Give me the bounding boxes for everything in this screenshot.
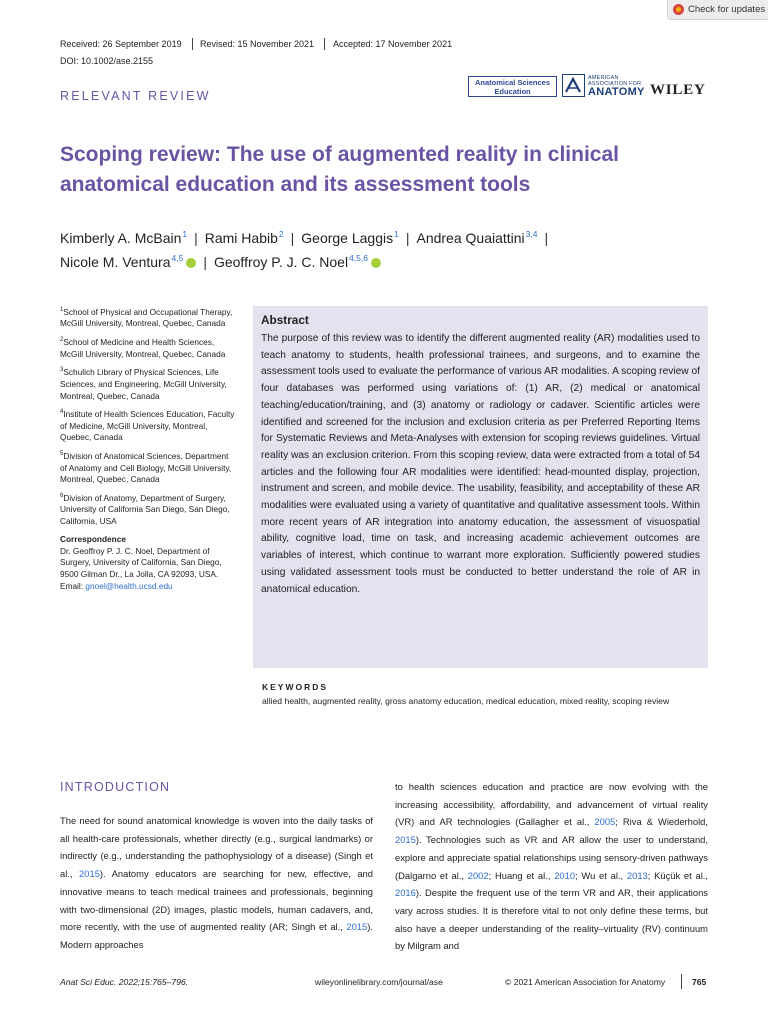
email-label: Email: [60,580,86,591]
affil-number: 4 [60,409,64,416]
footer-copyright: © 2021 American Association for Anatomy [505,977,666,987]
check-for-updates-button[interactable] [667,0,768,20]
author-name[interactable]: Rami Habib [204,230,278,246]
affiliation [60,407,235,444]
affiliation [60,365,235,402]
author-name[interactable]: Geoffroy P. J. C. Noel [213,254,349,270]
affil-text: School of Medicine and Health Sciences, McGill University, Montreal, Quebec, Canada [60,336,226,359]
body-text: The need for sound anatomical knowledge is woven into the daily tasks of all health-care professionals, whether directly (e.g., surgical landmarks) or indirectly (e.g., understanding the pathophysiology of a disease) (Singh et al., [60,815,373,880]
citation-link[interactable]: 2015 [79,868,100,880]
revised-date: Revised: 15 November 2021 [200,39,315,49]
body-text: ). Modern approaches [60,921,373,950]
citation-link[interactable]: 2015 [346,921,368,933]
citation-link[interactable]: 2013 [626,869,648,881]
accepted-date: Accepted: 17 November 2021 [333,39,453,49]
author-name[interactable]: George Laggis [301,230,394,246]
affil-number: 5 [60,451,64,458]
citation-link[interactable]: 2005 [594,816,616,828]
affiliations [60,305,235,592]
meta-divider [192,38,193,50]
correspondence-title: Correspondence [60,533,126,544]
correspondence-text: Dr. Geoffroy P. J. C. Noel, Department of Surgery, University of California, San Diego, 9500 Gilman Dr., La Jolla, CA 92093, USA. [60,545,222,579]
meta-divider [324,38,325,50]
author-affil[interactable]: 4,5,6 [349,253,368,263]
journal-logo-line2: Education [494,87,531,96]
journal-logo-line1: Anatomical Sciences [474,78,551,87]
aaa-logo [562,74,647,99]
aaa-logo-small2: ASSOCIATION FOR [588,81,642,87]
affil-number: 3 [60,367,64,374]
article-title: Scoping review: The use of augmented reality in clinical anatomical education and its assessment tools [60,143,619,196]
author-affil[interactable]: 4,5 [171,253,184,263]
author-name[interactable]: Andrea Quaiattini [416,230,525,246]
author-affil[interactable]: 3,4 [525,229,538,239]
affiliation [60,335,235,360]
affil-number: 1 [60,307,64,313]
authors-line-1: Kimberly A. McBain$^1$ | Rami Habib$^2$ | George Laggis$^1$ | Andrea Quaiattini$^{3,4}$ | [60,229,549,246]
affiliation [60,305,235,330]
affil-text: Schulich Library of Physical Sciences, Life Sciences, and Engineering, McGill University, Montreal, Quebec, Canada [60,367,227,401]
body-text: ). Technologies such as VR and AR allow the user to understand, explore and appreciate spatial relationships using sensory-driven pathways (Dalgarno et al., [395,834,708,881]
affil-text: Institute of Health Sciences Education, Faculty of Medicine, McGill University, Montreal, Quebec, Canada [60,408,235,443]
body-text: ; Huang et al., [488,869,555,881]
correspondence-email-line [60,581,235,593]
journal-logo [468,76,557,97]
intro-column-right [395,778,708,955]
citation-link[interactable]: 2015 [395,834,416,846]
affil-text: Division of Anatomy, Department of Surgery, University of California San Diego, San Diego, California, USA [60,492,230,527]
affil-number: 6 [60,492,64,499]
footer-divider [681,974,682,989]
affiliation [60,449,235,486]
abstract-text: The purpose of this review was to identify the different augmented reality (AR) modalities used to teach anatomy to students, health professional trainees, and surgeons, and to examine the assessment tools used to evaluate the performance of various AR modalities. A scoping review of four databases was performed using variations of: (1) AR, (2) medical or anatomical teaching/education/training, and (3) anatomy or radiology or cadaver. Scientific articles were identified and screened for the inclusion and exclusion criteria as per Preferred Reporting Items for Systematic Reviews and Meta-Analyses with extension for scoping reviews guidelines. Virtual reality was an exclusion criterion. From this scoping review, data were extracted from a total of 54 articles and the following four AR modalities were identified: head-mounted display, projection, instrument and screen, and mobile device. The usability, feasibility, and acceptability of these AR modalities were evaluated using a variety of quantitative and qualitative assessment tools. Within more recent years of AR integration into anatomy education, the assessment of visuospatial ability, cognitive load, time on task, and increasing academic achievement outcomes are variables of interest, which continue to warrant more exploration. Sufficiently powered studies using validated assessment tools must be conducted to better understand the role of AR in anatomical education. [261,333,700,595]
check-updates-label: Check for updates [688,4,766,15]
body-text: ; Riva & Wiederhold, [615,816,709,828]
body-text: ; Küçük et al., [647,869,708,881]
section-label: RELEVANT REVIEW [60,89,211,103]
aaa-logo-icon [562,74,585,97]
body-text: ). Anatomy educators are searching for new, effective, and innovative means to teach medical trainees and professionals, beginning with two-dimensional (2D) images, plastic models, human cadavers, and, more recently, with the use of augmented reality (AR; Singh et al., [60,868,373,933]
check-updates-icon [673,4,684,15]
page-number: 765 [692,977,707,987]
keywords-text: allied health, augmented reality, gross anatomy education, medical education, mixed reality, scoping review [262,696,670,706]
body-text: to health sciences education and practice are now evolving with the increasing accessibility, affordability, and advancement of virtual reality (VR) and AR technologies (Gallagher et al., [395,781,708,828]
affil-number: 2 [60,337,64,344]
introduction-heading: INTRODUCTION [60,780,171,794]
author-affil[interactable]: 2 [278,229,284,239]
abstract-box [253,306,708,668]
keywords-heading: KEYWORDS [262,682,329,692]
footer-citation: Anat Sci Educ. 2022;15:765–796. [60,977,189,987]
author-name[interactable]: Kimberly A. McBain [60,230,182,246]
orcid-icon[interactable] [371,258,381,268]
footer-url[interactable]: wileyonlinelibrary.com/journal/ase [315,977,443,987]
author-affil[interactable]: 1 [182,229,188,239]
received-date: Received: 26 September 2019 [60,39,182,49]
orcid-icon[interactable] [186,258,196,268]
doi[interactable]: DOI: 10.1002/ase.2155 [60,56,154,66]
intro-column-left [60,812,373,954]
author-name[interactable]: Nicole M. Ventura [60,254,171,270]
body-text: ; Wu et al., [575,869,627,881]
aaa-logo-big-text: ANATOMY [588,86,645,98]
citation-link[interactable]: 2016 [395,887,416,899]
author-affil[interactable]: 1 [394,229,399,239]
wiley-logo: WILEY [650,82,706,98]
aaa-logo-small1: AMERICAN [588,75,619,81]
citation-link[interactable]: 2002 [467,869,489,881]
body-text: ). Despite the frequent use of the term VR and AR, their applications vary across studies. It is therefore vital to not only define these terms, but also have a deeper understanding of the reality–virtuality (RV) continuum by Milgram and [395,887,708,952]
authors-line-2: Nicole M. Ventura$^{4,5}$ | Geoffroy P. J. C. Noel$^{4,5,6}$ [60,253,381,270]
citation-link[interactable]: 2010 [554,869,576,881]
abstract-heading: Abstract [261,313,309,327]
affiliation [60,491,235,528]
email-link[interactable]: gnoel@health.ucsd.edu [85,580,173,591]
affil-text: School of Physical and Occupational Therapy, McGill University, Montreal, Quebec, Canada [60,306,233,329]
affil-text: Division of Anatomical Sciences, Department of Anatomy and Cell Biology, McGill University, Montreal, Quebec, Canada [60,450,232,485]
